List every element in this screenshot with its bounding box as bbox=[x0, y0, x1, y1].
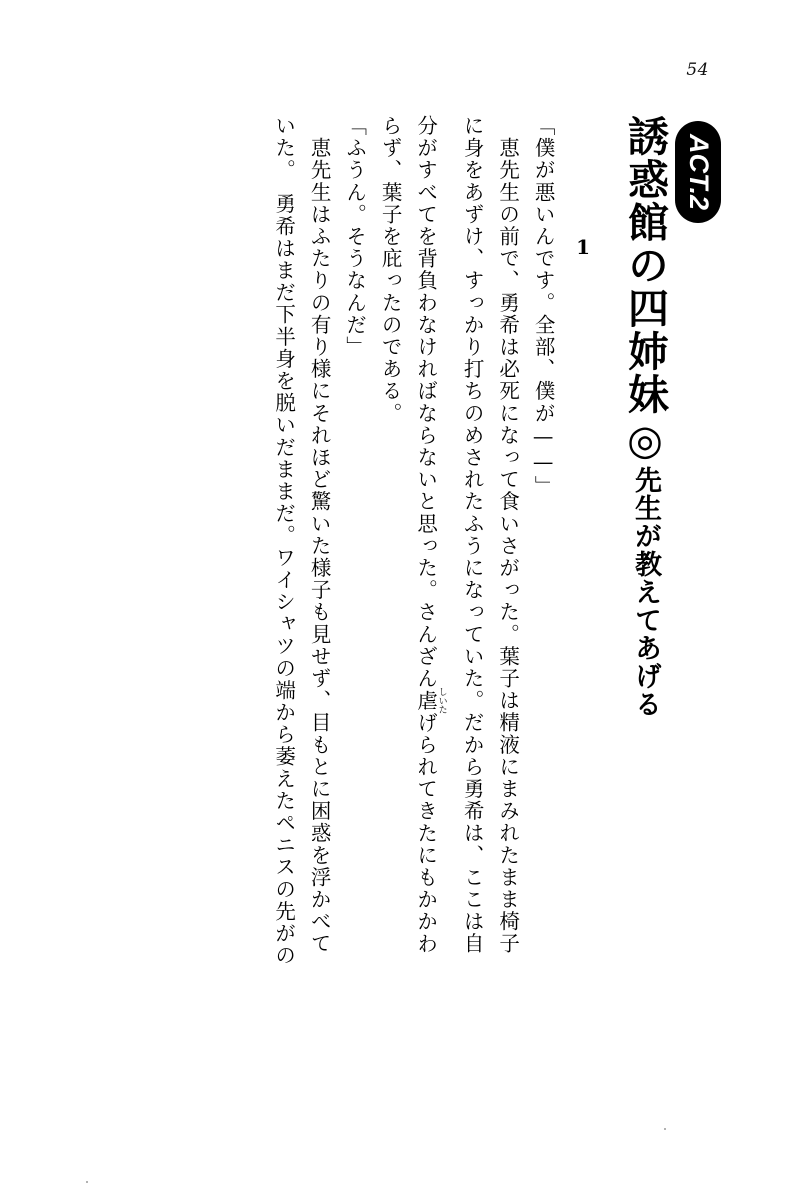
act-badge: ACT.2 bbox=[675, 121, 721, 223]
text-column: 分がすべてを背負わなければならないと思った。さんざん虐 しいたげられてきたにもかかわ bbox=[413, 115, 447, 955]
paper-speck bbox=[86, 1181, 88, 1183]
text-column: 「僕が悪いんです。全部、僕が——」 bbox=[531, 115, 556, 498]
section-number: 1 bbox=[571, 235, 596, 259]
text-column: に身をあずけ、すっかり打ちのめされたふうになっていた。だから勇希は、ここは自 bbox=[460, 115, 485, 955]
paper-speck bbox=[664, 1128, 666, 1130]
chapter-title-main: 誘惑館の四姉妹◎ bbox=[620, 115, 669, 466]
chapter-title bbox=[621, 115, 667, 718]
text-column: 「ふうん。そうなんだ」 bbox=[342, 115, 367, 359]
text-column: 恵先生の前で、勇希は必死になって食いさがった。葉子は精液にまみれたまま椅子 bbox=[495, 115, 520, 955]
chapter-heading bbox=[621, 115, 729, 905]
chapter-title-sub: 先生が教えてあげる bbox=[629, 466, 661, 718]
page-number: 54 bbox=[686, 60, 709, 80]
ruby-annotation: 虐 しいた bbox=[413, 687, 447, 715]
text-column: らず、葉子を庇ったのである。 bbox=[378, 115, 403, 425]
text-column: 恵先生はふたりの有り様にそれほど驚いた様子も見せず、目もとに困惑を浮かべて bbox=[307, 115, 332, 955]
vertical-text-area bbox=[78, 115, 729, 1125]
body-text-columns bbox=[258, 115, 595, 1120]
ruby-reading: しいた bbox=[436, 687, 447, 715]
text-column: いた。 勇希はまだ下半身を脱いだままだ。ワイシャツの端から萎えたペニスの先がの bbox=[271, 115, 296, 967]
